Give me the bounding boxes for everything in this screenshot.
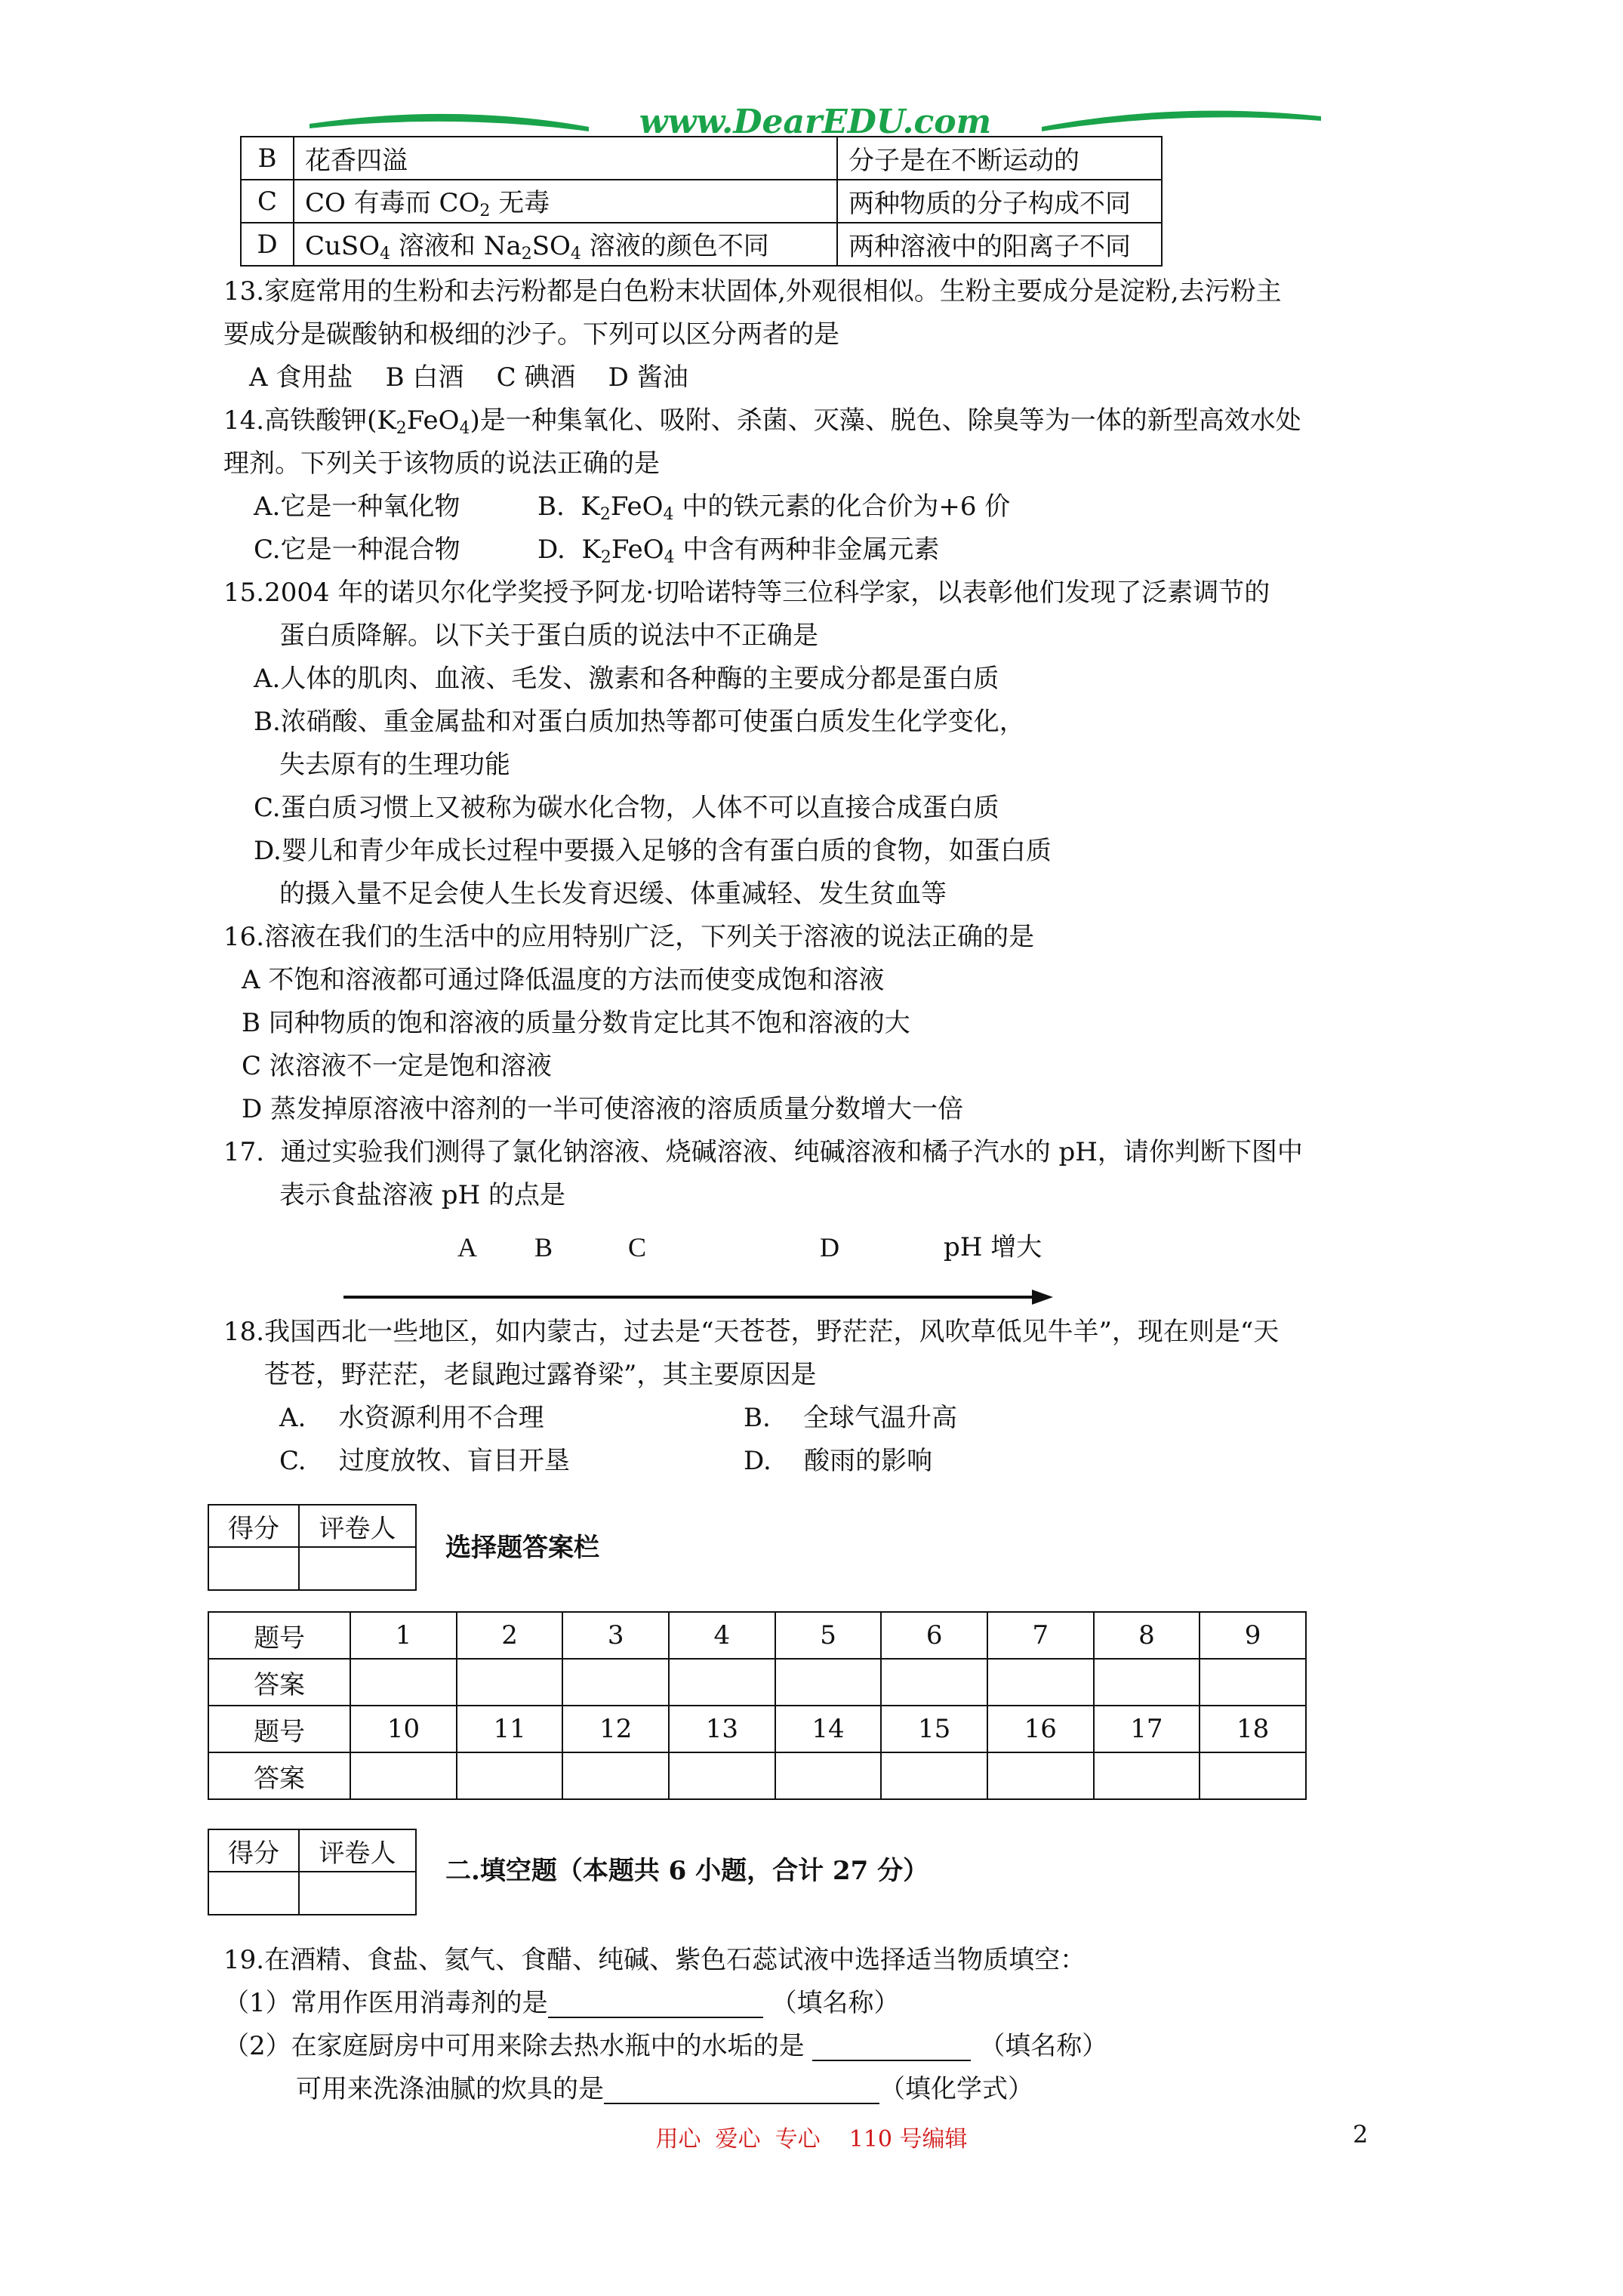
grader-label: 评卷人 (299, 1829, 416, 1872)
question-number: 6 (881, 1612, 987, 1659)
q19-part1: （1）常用作医用消毒剂的是 （填名称） (223, 1988, 900, 2018)
grader-cell[interactable] (299, 1872, 416, 1915)
q15-line2: 蛋白质降解。以下关于蛋白质的说法中不正确是 (279, 621, 818, 651)
question-number: 18 (1200, 1706, 1306, 1752)
q15-option-a: A.人体的肌肉、血液、毛发、激素和各种酶的主要成分都是蛋白质 (254, 664, 999, 694)
question-number: 15 (881, 1706, 987, 1752)
q15-option-c: C.蛋白质习惯上又被称为碳水化合物，人体不可以直接合成蛋白质 (254, 793, 999, 823)
q14-line2: 理剂。下列关于该物质的说法正确的是 (223, 448, 660, 479)
q18-option-c: C. 过度放牧、盲目开垦 (279, 1446, 570, 1476)
answer-cell[interactable] (562, 1659, 669, 1706)
question-number: 11 (457, 1706, 563, 1752)
answer-section-title: 选择题答案栏 (445, 1533, 599, 1563)
q18-line1: 18.我国西北一些地区，如内蒙古，过去是“天苍苍，野茫茫，风吹草低见牛羊”，现在则是“天 (223, 1317, 1280, 1347)
question-number: 12 (562, 1706, 669, 1752)
answer-cell[interactable] (987, 1659, 1094, 1706)
q19-part2: （2）在家庭厨房中可用来除去热水瓶中的水垢的是 （填名称） (223, 2031, 1108, 2061)
answer-blank[interactable] (604, 2077, 879, 2104)
answer-cell[interactable] (1200, 1752, 1306, 1799)
score-box (208, 1504, 417, 1591)
q15-option-b-cont: 失去原有的生理功能 (279, 750, 510, 780)
question-number: 16 (987, 1706, 1094, 1752)
q18-option-b: B. 全球气温升高 (744, 1403, 958, 1433)
q12-table (240, 136, 1163, 267)
option-letter: C (241, 180, 294, 223)
ph-axis-label-b: B (534, 1232, 553, 1262)
answer-cell[interactable] (775, 1659, 882, 1706)
question-number: 8 (1094, 1612, 1200, 1659)
answer-cell[interactable] (562, 1752, 669, 1799)
ph-axis-arrow-icon (343, 1288, 1053, 1306)
q14-option-c: C.它是一种混合物 (254, 535, 460, 565)
score-cell[interactable] (208, 1872, 299, 1915)
question-number: 3 (562, 1612, 669, 1659)
score-cell[interactable] (208, 1547, 299, 1590)
q13-line1: 13.家庭常用的生粉和去污粉都是白色粉末状固体,外观很相似。生粉主要成分是淀粉,去污粉主 (223, 276, 1282, 307)
row-label: 答案 (208, 1659, 350, 1706)
answer-cell[interactable] (987, 1752, 1094, 1799)
question-number: 5 (775, 1612, 882, 1659)
answer-cell[interactable] (881, 1752, 987, 1799)
option-letter: B (241, 137, 294, 180)
grader-label: 评卷人 (299, 1505, 416, 1547)
q17-line1: 17. 通过实验我们测得了氯化钠溶液、烧碱溶液、纯碱溶液和橘子汽水的 pH，请你判断下图中 (223, 1137, 1303, 1167)
q14-line1: 14.高铁酸钾$(K_2FeO_4)$是一种集氧化、吸附、杀菌、灭藻、脱色、除臭等为一体的新型高效水处 (223, 405, 1301, 438)
ph-axis-label-d: D (820, 1232, 839, 1262)
q19-line1: 19.在酒精、食盐、氦气、食醋、纯碱、紫色石蕊试液中选择适当物质填空： (223, 1945, 1086, 1975)
q16-option-c: C 浓溶液不一定是饱和溶液 (242, 1051, 552, 1081)
question-number: 10 (350, 1706, 457, 1752)
table-row (241, 223, 1162, 266)
answer-cell[interactable] (669, 1752, 775, 1799)
page-number: 2 (1353, 2120, 1369, 2149)
q16-option-d: D 蒸发掉原溶液中溶剂的一半可使溶液的溶质质量分数增大一倍 (242, 1094, 964, 1124)
logo-text: www.DearEDU.com (639, 103, 992, 141)
row-label: 题号 (208, 1706, 350, 1752)
ph-axis-label-a: A (457, 1232, 477, 1262)
answer-table (208, 1611, 1307, 1800)
q14-option-d: D. $K_2FeO_4$ 中含有两种非金属元素 (537, 535, 940, 567)
table-row (208, 1612, 1306, 1659)
q16-line1: 16.溶液在我们的生活中的应用特别广泛，下列关于溶液的说法正确的是 (223, 922, 1035, 952)
row-label: 题号 (208, 1612, 350, 1659)
answer-cell[interactable] (1200, 1659, 1306, 1706)
table-row (208, 1752, 1306, 1799)
question-number: 2 (457, 1612, 563, 1659)
answer-cell[interactable] (1094, 1752, 1200, 1799)
table-row (241, 137, 1162, 180)
question-number: 1 (350, 1612, 457, 1659)
q15-option-d: D.婴儿和青少年成长过程中要摄入足够的含有蛋白质的食物，如蛋白质 (254, 836, 1052, 866)
table-row (208, 1706, 1306, 1752)
ph-axis-end-label: pH 增大 (944, 1232, 1042, 1262)
fact-cell: CuSO$_4$ 溶液和 $Na_2SO_4$ 溶液的颜色不同 (294, 223, 837, 266)
question-number: 13 (669, 1706, 775, 1752)
score-label: 得分 (208, 1505, 299, 1547)
q15-option-d-cont: 的摄入量不足会使人生长发育迟缓、体重减轻、发生贫血等 (279, 879, 947, 909)
question-number: 9 (1200, 1612, 1306, 1659)
explain-cell: 两种物质的分子构成不同 (837, 180, 1162, 223)
part2-title: 二.填空题（本题共 6 小题，合计 27 分） (445, 1856, 929, 1886)
q15-line1: 15.2004 年的诺贝尔化学奖授予阿龙·切哈诺特等三位科学家，以表彰他们发现了泛素调节的 (223, 578, 1270, 608)
q18-option-d: D. 酸雨的影响 (744, 1446, 933, 1476)
table-row (208, 1659, 1306, 1706)
q18-option-a: A. 水资源利用不合理 (279, 1403, 544, 1433)
answer-cell[interactable] (457, 1752, 563, 1799)
question-number: 7 (987, 1612, 1094, 1659)
q15-option-b: B.浓硝酸、重金属盐和对蛋白质加热等都可使蛋白质发生化学变化， (254, 707, 1025, 737)
explain-cell: 两种溶液中的阳离子不同 (837, 223, 1162, 266)
footer-text: 用心 爱心 专心 110 号编辑 (655, 2126, 968, 2153)
answer-blank[interactable] (548, 1991, 763, 2018)
table-row (241, 180, 1162, 223)
row-label: 答案 (208, 1752, 350, 1799)
question-number: 4 (669, 1612, 775, 1659)
answer-cell[interactable] (669, 1659, 775, 1706)
answer-cell[interactable] (350, 1659, 457, 1706)
fact-cell: CO 有毒而 $CO_2$ 无毒 (294, 180, 837, 223)
score-label: 得分 (208, 1829, 299, 1872)
q16-option-b: B 同种物质的饱和溶液的质量分数肯定比其不饱和溶液的大 (242, 1008, 910, 1038)
option-letter: D (241, 223, 294, 266)
q13-options: A 食用盐 B 白酒 C 碘酒 D 酱油 (249, 362, 688, 393)
q13-line2: 要成分是碳酸钠和极细的沙子。下列可以区分两者的是 (223, 319, 839, 350)
answer-cell[interactable] (350, 1752, 457, 1799)
q14-option-a: A.它是一种氧化物 (254, 492, 460, 522)
q18-line2: 苍苍，野茫茫，老鼠跑过露脊梁”，其主要原因是 (264, 1360, 817, 1390)
answer-blank[interactable] (812, 2034, 971, 2061)
ph-axis-label-c: C (628, 1232, 647, 1262)
explain-cell: 分子是在不断运动的 (837, 137, 1162, 180)
q17-line2: 表示食盐溶液 pH 的点是 (279, 1180, 566, 1210)
question-number: 14 (775, 1706, 882, 1752)
grader-cell[interactable] (299, 1547, 416, 1590)
q14-option-b: B. $K_2FeO_4$ 中的铁元素的化合价为+6 价 (537, 492, 1011, 524)
answer-cell[interactable] (775, 1752, 882, 1799)
answer-cell[interactable] (457, 1659, 563, 1706)
score-box (208, 1829, 417, 1915)
answer-cell[interactable] (1094, 1659, 1200, 1706)
q16-option-a: A 不饱和溶液都可通过降低温度的方法而使变成饱和溶液 (242, 965, 885, 995)
fact-cell: 花香四溢 (294, 137, 837, 180)
answer-cell[interactable] (881, 1659, 987, 1706)
question-number: 17 (1094, 1706, 1200, 1752)
q19-part3: 可用来洗涤油腻的炊具的是 （填化学式） (296, 2074, 1033, 2104)
